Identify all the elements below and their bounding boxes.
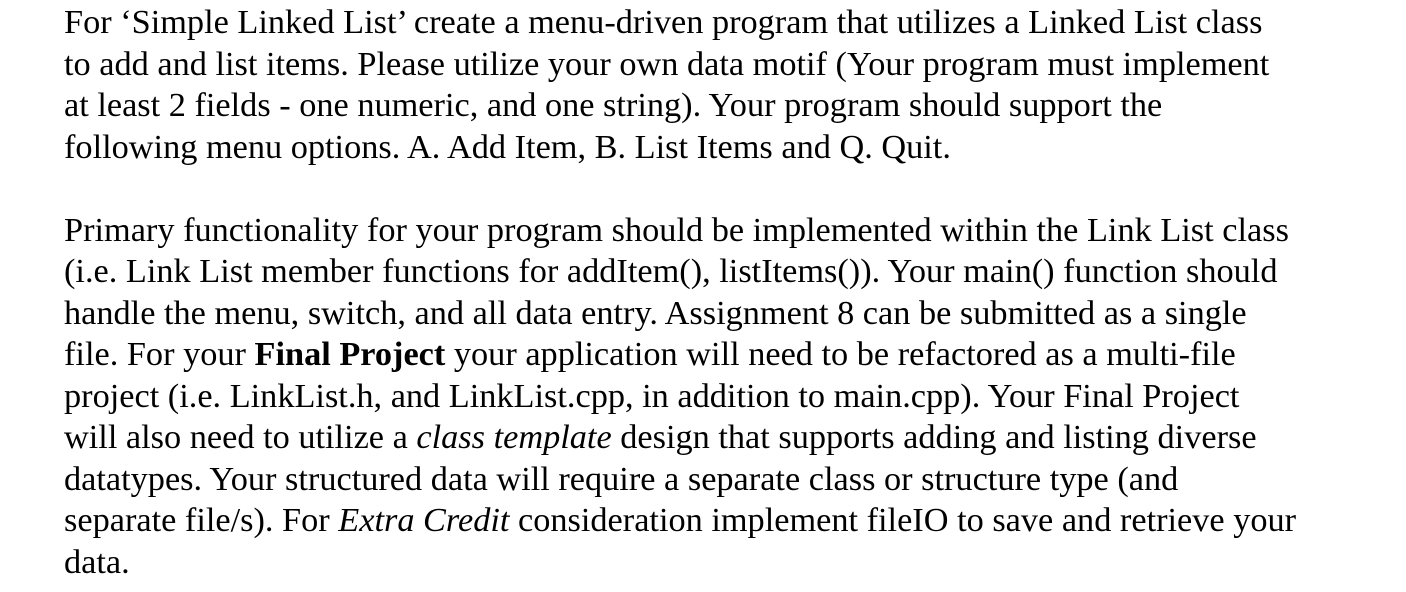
text-run: design that supports adding and listing diverse bbox=[611, 418, 1257, 456]
text-run: file. For your bbox=[64, 335, 255, 373]
paragraph-spacer bbox=[64, 168, 1394, 210]
text-line: at least 2 fields - one numeric, and one string). Your program should support the bbox=[64, 86, 1163, 124]
text-line: Primary functionality for your program should be implemented within the Link List class bbox=[64, 210, 1289, 249]
text-run: separate file/s). For bbox=[64, 501, 339, 539]
paragraph-instructions bbox=[64, 2, 1394, 168]
text-line: following menu options. A. Add Item, B. List Items and Q. Quit. bbox=[64, 127, 951, 166]
assignment-document bbox=[64, 2, 1394, 583]
text-line: project (i.e. LinkList.h, and LinkList.cpp, in addition to main.cpp). Your Final Project bbox=[64, 376, 1240, 415]
text-line: datatypes. Your structured data will require a separate class or structure type (and bbox=[64, 459, 1179, 498]
text-line bbox=[64, 334, 1394, 376]
text-run: will also need to utilize a bbox=[64, 418, 417, 456]
extra-credit-emphasis: Extra Credit bbox=[338, 501, 510, 539]
class-template-emphasis: class template bbox=[416, 418, 612, 456]
text-line bbox=[64, 500, 1394, 542]
text-run: your application will need to be refactored as a multi-file bbox=[445, 335, 1236, 373]
text-line: For ‘Simple Linked List’ create a menu-driven program that utilizes a Linked List class bbox=[64, 3, 1263, 41]
text-line: (i.e. Link List member functions for addItem(), listItems()). Your main() function should bbox=[64, 252, 1278, 290]
text-line: to add and list items. Please utilize your own data motif (Your program must implement bbox=[64, 44, 1270, 83]
text-line: handle the menu, switch, and all data entry. Assignment 8 can be submitted as a single bbox=[64, 293, 1247, 332]
text-run: consideration implement fileIO to save and retrieve your bbox=[509, 501, 1297, 539]
text-line: data. bbox=[64, 542, 130, 581]
paragraph-requirements bbox=[64, 210, 1394, 584]
text-line bbox=[64, 417, 1394, 459]
final-project-emphasis: Final Project bbox=[254, 335, 446, 373]
